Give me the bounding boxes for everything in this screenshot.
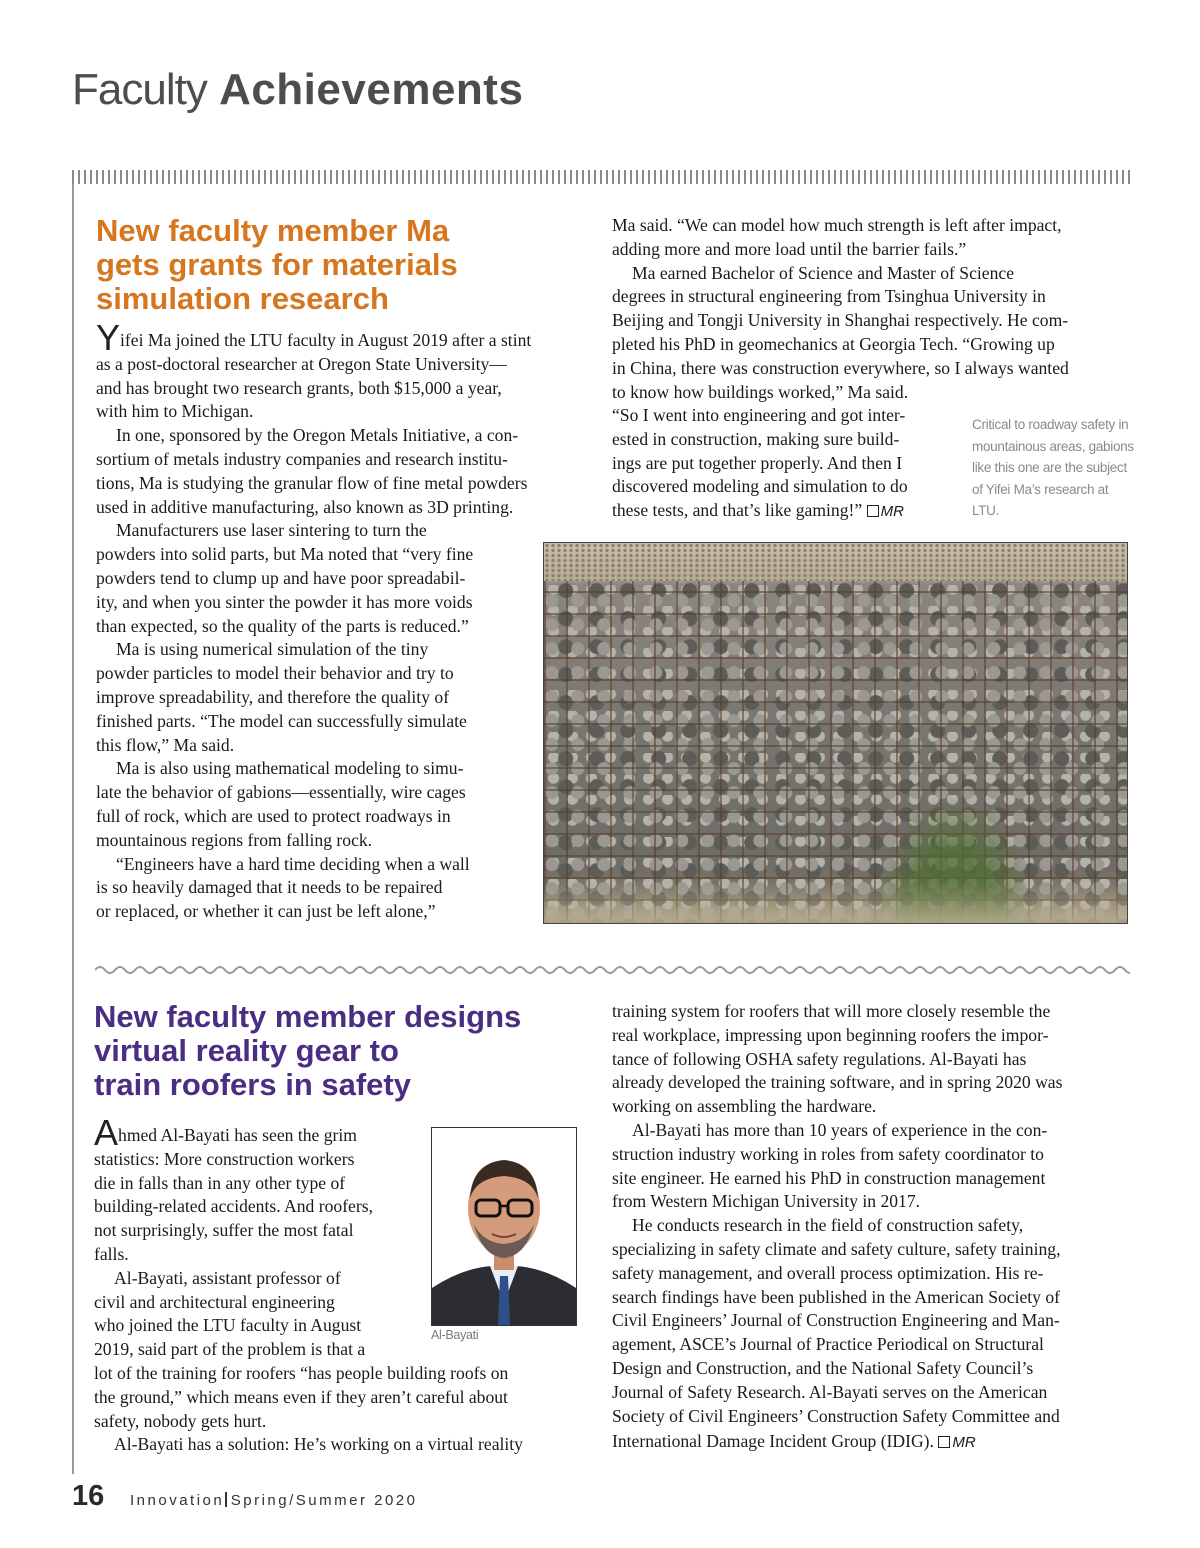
- text-line: [612, 357, 1069, 381]
- text-line: [612, 1214, 1062, 1238]
- text-line-content: ifei Ma joined the LTU faculty in August 2019 after a stint: [120, 330, 532, 350]
- text-line-content: site engineer. He earned his PhD in construction management: [612, 1167, 1046, 1188]
- text-line-content: Manufacturers use laser sintering to turn the: [116, 520, 427, 541]
- text-line-content: improve spreadability, and therefore the quality of: [96, 686, 450, 707]
- article2-closing-line: [612, 1430, 976, 1455]
- text-line-content: these tests, and that’s like gaming!”: [612, 500, 863, 521]
- text-line: [96, 353, 531, 377]
- left-margin-rule: [72, 184, 74, 1474]
- article2-headline: [94, 1000, 521, 1102]
- al-bayati-portrait: [431, 1127, 577, 1326]
- text-line: [612, 285, 1069, 309]
- article2-headline-line: train roofers in safety: [94, 1067, 411, 1102]
- wavy-divider: [95, 962, 1130, 978]
- text-line-content: not surprisingly, suffer the most fatal: [94, 1220, 354, 1241]
- text-line: [612, 1262, 1062, 1286]
- text-line: ings are put together properly. And then I: [612, 452, 903, 473]
- text-line: [96, 519, 531, 543]
- caption-line: mountainous areas, gabions: [972, 438, 1134, 454]
- text-line: [612, 381, 1069, 405]
- article1-column1: [96, 317, 532, 924]
- text-line-content: He conducts research in the field of construction safety,: [632, 1215, 1024, 1236]
- text-line-content: falls.: [94, 1243, 129, 1264]
- text-line: [96, 472, 531, 496]
- text-line-content: Journal of Safety Research. Al-Bayati serves on the American: [612, 1381, 1048, 1402]
- text-line-content: with him to Michigan.: [96, 401, 254, 422]
- text-line-content: die in falls than in any other type of: [94, 1172, 346, 1193]
- text-line: [612, 1286, 1062, 1310]
- text-line: [96, 900, 531, 924]
- text-line-content: Society of Civil Engineers’ Construction Safety Committee and: [612, 1405, 1060, 1426]
- text-line-content: finished parts. “The model can successfully simulate: [96, 710, 467, 731]
- text-line-content: and has brought two research grants, both $15,000 a year,: [96, 377, 502, 398]
- text-line: [96, 400, 531, 424]
- text-line-content: from Western Michigan University in 2017.: [612, 1191, 921, 1212]
- text-line: [96, 686, 531, 710]
- text-line: [96, 615, 531, 639]
- text-line-content: Civil Engineers’ Journal of Construction Engineering and Man-: [612, 1310, 1060, 1331]
- text-line: discovered modeling and simulation to do: [612, 476, 908, 497]
- text-line: [612, 1119, 1062, 1143]
- text-line-content: ity, and when you sinter the powder it has more voids: [96, 591, 473, 612]
- drop-cap: A: [94, 1112, 119, 1153]
- text-line-content: tance of following OSHA safety regulations. Al-Bayati has: [612, 1048, 1027, 1069]
- section-title-bold: Achievements: [219, 65, 524, 114]
- text-line-content: specializing in safety climate and safety culture, safety training,: [612, 1238, 1061, 1259]
- text-line-content: civil and architectural engineering: [94, 1291, 335, 1312]
- text-line: [94, 1362, 523, 1386]
- text-line: [94, 1433, 523, 1457]
- text-line-content: Al-Bayati has more than 10 years of experience in the con-: [632, 1119, 1048, 1140]
- publication-issue: Spring/Summer 2020: [230, 1492, 418, 1509]
- text-line-content: “Engineers have a hard time deciding when a wall: [116, 853, 470, 874]
- text-line-content: safety, nobody gets hurt.: [94, 1410, 267, 1431]
- text-line-content: full of rock, which are used to protect roadways in: [96, 805, 451, 826]
- text-line-content: powders tend to clump up and have poor spreadabil-: [96, 567, 466, 588]
- text-line-content: statistics: More construction workers: [94, 1148, 355, 1169]
- text-line: [96, 876, 531, 900]
- text-line-content: Ma is also using mathematical modeling to simu-: [116, 758, 464, 779]
- text-line: [96, 496, 531, 520]
- text-line-content: in China, there was construction everywhere, so I always wanted: [612, 357, 1069, 378]
- text-line-content: International Damage Incident Group (IDIG).: [612, 1431, 934, 1451]
- gabion-wall-photo: [543, 542, 1128, 924]
- text-line: [96, 591, 531, 615]
- text-line: [96, 448, 531, 472]
- text-line: [96, 424, 531, 448]
- text-line: ested in construction, making sure build-: [612, 428, 900, 449]
- text-line-content: sortium of metals industry companies and research institu-: [96, 448, 508, 469]
- section-header: [72, 62, 523, 118]
- text-line: [96, 853, 531, 877]
- text-line: [612, 262, 1069, 286]
- text-line-content: In one, sponsored by the Oregon Metals Initiative, a con-: [116, 425, 519, 446]
- text-line-content: mountainous regions from falling rock.: [96, 829, 373, 850]
- text-line: [612, 1309, 1062, 1333]
- text-line-content: powder particles to model their behavior and try to: [96, 663, 454, 684]
- text-line-content: training system for roofers that will more closely resemble the: [612, 1001, 1051, 1021]
- article1-headline-line: simulation research: [96, 281, 389, 316]
- article2-column2: [612, 1000, 1062, 1428]
- article2-headline-line: New faculty member designs: [94, 999, 522, 1034]
- gravel-top: [544, 543, 1127, 581]
- text-line: [96, 543, 531, 567]
- text-line: [96, 805, 531, 829]
- text-line-content: hmed Al-Bayati has seen the grim: [118, 1125, 357, 1145]
- text-line: [612, 1333, 1062, 1357]
- text-line: [612, 1190, 1062, 1214]
- author-signoff: MR: [952, 1434, 976, 1451]
- text-line: [612, 1095, 1062, 1119]
- text-line-content: to know how buildings worked,” Ma said.: [612, 381, 909, 402]
- text-line: [612, 1430, 976, 1455]
- drop-cap: Y: [96, 317, 121, 358]
- text-line: [612, 214, 1069, 238]
- text-line-content: pleted his PhD in geomechanics at Georgia Tech. “Growing up: [612, 333, 1055, 354]
- text-line-content: powders into solid parts, but Ma noted that “very fine: [96, 544, 474, 565]
- text-line-content: struction industry working in roles from safety coordinator to: [612, 1143, 1044, 1164]
- text-line: “So I went into engineering and got inter-: [612, 405, 906, 425]
- text-line-content: than expected, so the quality of the parts is reduced.”: [96, 615, 469, 636]
- footer-separator: [225, 1492, 227, 1507]
- text-line-content: Ma said. “We can model how much strength is left after impact,: [612, 215, 1062, 235]
- text-line-content: already developed the training software, and in spring 2020 was: [612, 1072, 1063, 1093]
- text-line: [612, 1071, 1062, 1095]
- text-line: [96, 567, 531, 591]
- text-line: [612, 1000, 1062, 1024]
- text-line: [612, 1024, 1062, 1048]
- article1-column2: [612, 214, 1069, 404]
- publication-footer: [130, 1492, 417, 1509]
- text-line: [96, 377, 531, 401]
- text-line: [612, 1381, 1062, 1405]
- text-line: [612, 1143, 1062, 1167]
- text-line-content: Ma earned Bachelor of Science and Master of Science: [632, 262, 1015, 283]
- text-line-content: Al-Bayati has a solution: He’s working on a virtual reality: [114, 1434, 523, 1455]
- text-line-content: late the behavior of gabions—essentially, wire cages: [96, 782, 466, 803]
- text-line-content: or replaced, or whether it can just be left alone,”: [96, 901, 436, 922]
- text-line: [94, 1386, 523, 1410]
- caption-line: of Yifei Ma’s research at: [972, 481, 1109, 497]
- caption-line: LTU.: [972, 503, 1000, 518]
- article1-column2-narrow: [612, 404, 908, 524]
- article1-headline: [96, 214, 458, 316]
- end-mark-icon: [867, 505, 879, 517]
- text-line-content: lot of the training for roofers “has people building roofs on: [94, 1362, 509, 1383]
- caption-line: like this one are the subject: [972, 460, 1127, 475]
- text-line-content: Design and Construction, and the National Safety Council’s: [612, 1357, 1034, 1378]
- text-line: [96, 710, 531, 734]
- end-mark-icon: [938, 1436, 950, 1448]
- text-line: [612, 1167, 1062, 1191]
- sand-ground: [544, 883, 1127, 923]
- gabion-photo-caption: [972, 414, 1134, 522]
- article1-headline-line: New faculty member Ma: [96, 213, 450, 248]
- text-line-content: the ground,” which means even if they aren’t careful about: [94, 1386, 508, 1407]
- text-line: [96, 781, 531, 805]
- publication-name: Innovation: [130, 1492, 225, 1509]
- caption-line: Critical to roadway safety in: [972, 417, 1129, 432]
- text-line-content: this flow,” Ma said.: [96, 734, 235, 755]
- text-line-content: tions, Ma is studying the granular flow of fine metal powders: [96, 472, 528, 493]
- text-line-content: agement, ASCE’s Journal of Practice Periodical on Structural: [612, 1334, 1044, 1355]
- text-line-content: Beijing and Tongji University in Shanghai respectively. He com-: [612, 310, 1069, 331]
- text-line: [612, 1357, 1062, 1381]
- section-title-light: Faculty: [72, 65, 207, 114]
- text-line-content: search findings have been published in the American Society of: [612, 1286, 1061, 1307]
- text-line: [612, 1238, 1062, 1262]
- text-line: [96, 757, 531, 781]
- text-line-content: degrees in structural engineering from Tsinghua University in: [612, 286, 1046, 307]
- text-line-content: 2019, said part of the problem is that a: [94, 1339, 366, 1360]
- author-signoff: MR: [880, 503, 904, 521]
- text-line: [96, 638, 531, 662]
- article1-headline-line: gets grants for materials: [96, 247, 458, 282]
- text-line-content: Ma is using numerical simulation of the tiny: [116, 639, 429, 660]
- text-line: [612, 309, 1069, 333]
- text-line-content: Al-Bayati, assistant professor of: [114, 1267, 341, 1288]
- text-line-content: real workplace, impressing upon beginning roofers the impor-: [612, 1024, 1049, 1045]
- text-line-content: building-related accidents. And roofers,: [94, 1196, 373, 1217]
- text-line: [94, 1410, 523, 1434]
- text-line-content: as a post-doctoral researcher at Oregon State University—: [96, 353, 507, 374]
- text-line: [612, 1405, 1062, 1429]
- text-line-content: is so heavily damaged that it needs to be repaired: [96, 877, 443, 898]
- portrait-image: [432, 1128, 576, 1325]
- tick-divider: [72, 170, 1130, 184]
- text-line: [96, 734, 531, 758]
- text-line-content: safety management, and overall process optimization. His re-: [612, 1262, 1044, 1283]
- text-line: [96, 317, 532, 358]
- page-number: 16: [72, 1480, 105, 1512]
- text-line: [96, 829, 531, 853]
- text-line: [612, 499, 908, 524]
- text-line: [612, 238, 1069, 262]
- text-line-content: adding more and more load until the barrier fails.”: [612, 238, 967, 259]
- portrait-caption: Al-Bayati: [431, 1328, 479, 1342]
- text-line: [612, 1048, 1062, 1072]
- article2-headline-line: virtual reality gear to: [94, 1033, 399, 1068]
- text-line-content: working on assembling the hardware.: [612, 1096, 877, 1117]
- text-line: [96, 662, 531, 686]
- text-line: [612, 333, 1069, 357]
- text-line-content: used in additive manufacturing, also known as 3D printing.: [96, 496, 514, 517]
- text-line-content: who joined the LTU faculty in August: [94, 1315, 362, 1336]
